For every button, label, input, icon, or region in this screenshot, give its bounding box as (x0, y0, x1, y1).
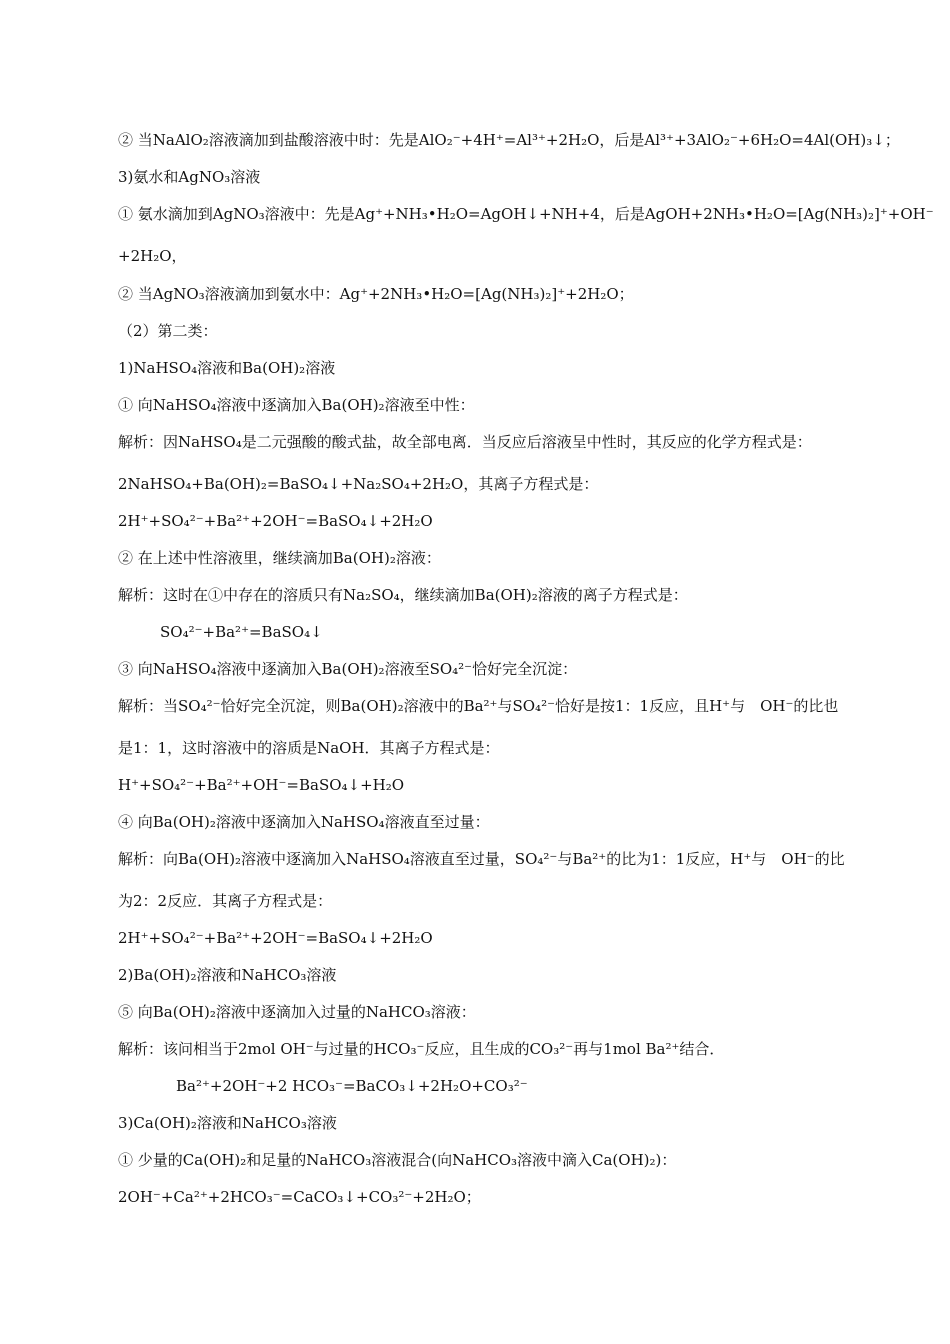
equation: 2H⁺+SO₄²⁻+Ba²⁺+2OH⁻=BaSO₄↓+2H₂O (118, 929, 433, 947)
text-line: 解析：这时在①中存在的溶质只有Na₂SO₄，继续滴加Ba(OH)₂溶液的离子方程式是： (118, 586, 688, 604)
equation: SO₄²⁻+Ba²⁺=BaSO₄↓ (160, 623, 323, 641)
text-line: +2H₂O， (118, 247, 187, 265)
text-line: ① 氨水滴加到AgNO₃溶液中：先是Ag⁺+NH₃•H₂O=AgOH↓+NH+4，后是AgOH+2NH₃•H₂O=[Ag(NH₃)₂]⁺+OH⁻ (118, 205, 934, 223)
equation: 2OH⁻+Ca²⁺+2HCO₃⁻=CaCO₃↓+CO₃²⁻+2H₂O； (118, 1188, 481, 1206)
text-line: 解析：因NaHSO₄是二元强酸的酸式盐，故全部电离．当反应后溶液呈中性时，其反应的化学方程式是： (118, 433, 812, 451)
equation: 2NaHSO₄+Ba(OH)₂=BaSO₄↓+Na₂SO₄+2H₂O，其离子方程式是： (118, 475, 599, 493)
text-line: ④ 向Ba(OH)₂溶液中逐滴加入NaHSO₄溶液直至过量： (118, 813, 490, 831)
text-line: ② 当AgNO₃溶液滴加到氨水中：Ag⁺+2NH₃•H₂O=[Ag(NH₃)₂]⁺+2H₂O； (118, 285, 634, 303)
text-line: ③ 向NaHSO₄溶液中逐滴加入Ba(OH)₂溶液至SO₄²⁻恰好完全沉淀： (118, 660, 578, 678)
text-line: 是1：1，这时溶液中的溶质是NaOH．其离子方程式是： (118, 739, 500, 757)
section-heading: 1)NaHSO₄溶液和Ba(OH)₂溶液 (118, 359, 336, 377)
text-line: ① 向NaHSO₄溶液中逐滴加入Ba(OH)₂溶液至中性： (118, 396, 475, 414)
section-heading: 3)氨水和AgNO₃溶液 (118, 168, 261, 186)
text-line: ① 少量的Ca(OH)₂和足量的NaHCO₃溶液混合(向NaHCO₃溶液中滴入Ca(OH)₂)： (118, 1151, 677, 1169)
equation: Ba²⁺+2OH⁻+2 HCO₃⁻=BaCO₃↓+2H₂O+CO₃²⁻ (176, 1077, 528, 1095)
text-line: 解析：该问相当于2mol OH⁻与过量的HCO₃⁻反应，且生成的CO₃²⁻再与1mol Ba²⁺结合． (118, 1040, 725, 1058)
text-line: ② 在上述中性溶液里，继续滴加Ba(OH)₂溶液： (118, 549, 441, 567)
text-line: 为2：2反应．其离子方程式是： (118, 892, 333, 910)
text-line: 解析：向Ba(OH)₂溶液中逐滴加入NaHSO₄溶液直至过量，SO₄²⁻与Ba²⁺的比为1：1反应，H⁺与 OH⁻的比 (118, 850, 845, 868)
equation: H⁺+SO₄²⁻+Ba²⁺+OH⁻=BaSO₄↓+H₂O (118, 776, 405, 794)
section-heading: 3)Ca(OH)₂溶液和NaHCO₃溶液 (118, 1114, 337, 1132)
section-heading: 2)Ba(OH)₂溶液和NaHCO₃溶液 (118, 966, 337, 984)
section-heading: （2）第二类： (118, 322, 218, 340)
text-line: 解析：当SO₄²⁻恰好完全沉淀，则Ba(OH)₂溶液中的Ba²⁺与SO₄²⁻恰好是按1：1反应，且H⁺与 OH⁻的比也 (118, 697, 839, 715)
equation: 2H⁺+SO₄²⁻+Ba²⁺+2OH⁻=BaSO₄↓+2H₂O (118, 512, 433, 530)
text-line: ② 当NaAlO₂溶液滴加到盐酸溶液中时：先是AlO₂⁻+4H⁺=Al³⁺+2H₂O，后是Al³⁺+3AlO₂⁻+6H₂O=4Al(OH)₃↓； (118, 131, 900, 149)
text-line: ⑤ 向Ba(OH)₂溶液中逐滴加入过量的NaHCO₃溶液： (118, 1003, 476, 1021)
